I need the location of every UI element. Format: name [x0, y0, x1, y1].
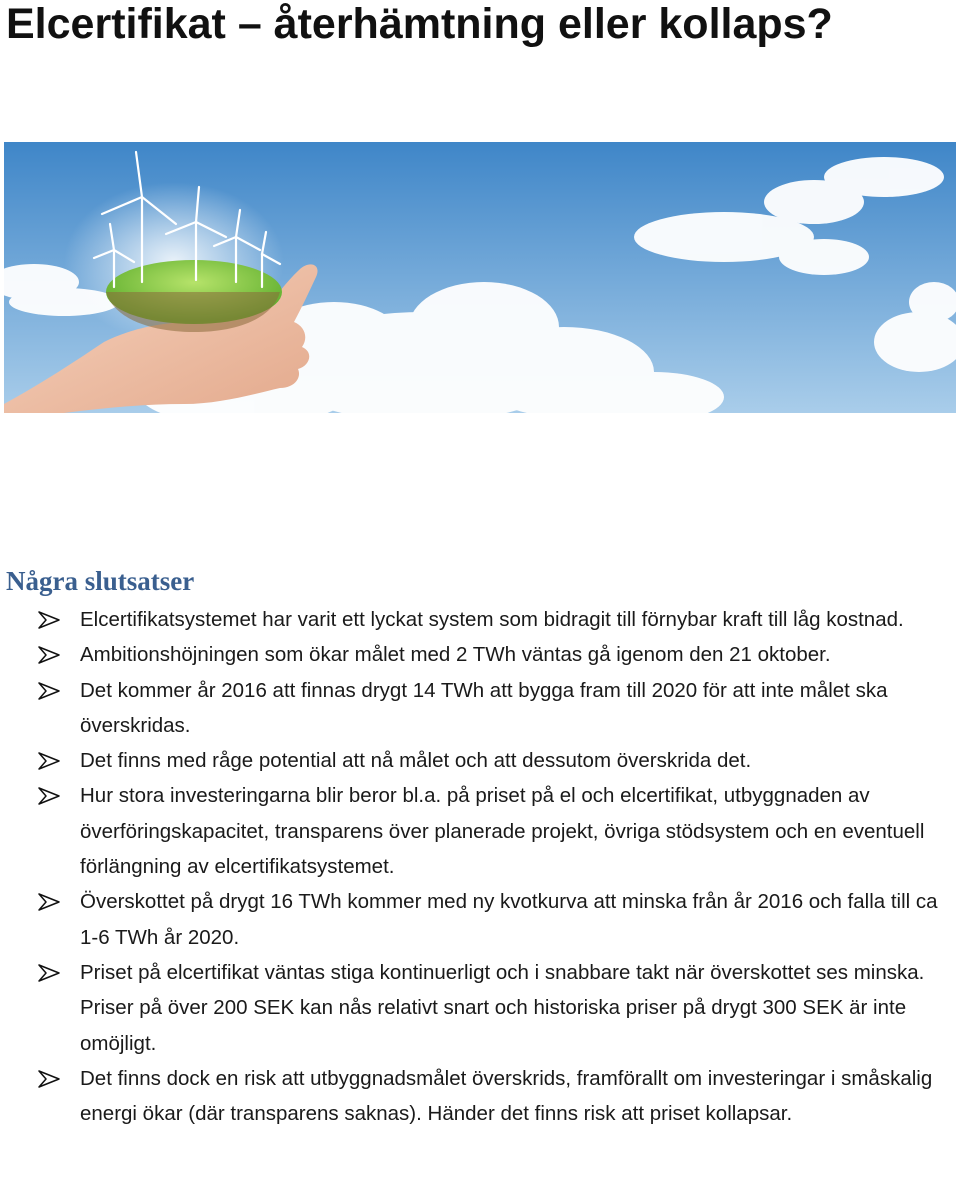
arrowhead-bullet-icon	[38, 611, 60, 629]
list-item	[0, 1061, 960, 1132]
list-item-text: Priset på elcertifikat väntas stiga kontinuerligt och i snabbare takt när överskottet ses minska. Priser på över 200 SEK kan nås relativt snart och historiska priser på drygt 300 SEK är inte omöjligt.	[80, 960, 925, 1055]
arrowhead-bullet-icon	[38, 893, 60, 911]
page-title: Elcertifikat – återhämtning eller kollaps?	[6, 0, 833, 48]
list-item-text: Det kommer år 2016 att finnas drygt 14 TWh att bygga fram till 2020 för att inte målet ska överskridas.	[80, 678, 888, 737]
list-item-text: Det finns dock en risk att utbyggnadsmålet överskrids, framförallt om investeringar i småskalig energi ökar (där transparens saknas). Händer det finns risk att priset kollapsar.	[80, 1066, 933, 1126]
list-item-text: Ambitionshöjningen som ökar målet med 2 TWh väntas gå igenom den 21 oktober.	[80, 643, 831, 667]
list-item	[0, 602, 960, 637]
list-item	[0, 778, 960, 884]
list-item-text: Hur stora investeringarna blir beror bl.a. på priset på el och elcertifikat, utbyggnaden av överföringskapacitet, transparens över planerade projekt, övriga stödsystem och en eventuell förlängning av elcertifikatsystemet.	[80, 784, 925, 879]
arrowhead-bullet-icon	[38, 682, 60, 700]
hand-holding-wind-turbines-image	[4, 142, 956, 413]
arrowhead-bullet-icon	[38, 1070, 60, 1088]
list-item	[0, 955, 960, 1061]
hero-image	[4, 142, 956, 413]
arrowhead-bullet-icon	[38, 787, 60, 805]
list-item	[0, 743, 960, 778]
list-item	[0, 637, 960, 672]
list-item	[0, 673, 960, 744]
list-item	[0, 884, 960, 955]
list-item-text: Överskottet på drygt 16 TWh kommer med ny kvotkurva att minska från år 2016 och falla till ca 1-6 TWh år 2020.	[80, 890, 938, 949]
arrowhead-bullet-icon	[38, 646, 60, 664]
list-item-text: Elcertifikatsystemet har varit ett lyckat system som bidragit till förnybar kraft till låg kostnad.	[80, 608, 904, 631]
conclusions-list	[0, 602, 960, 1131]
arrowhead-bullet-icon	[38, 752, 60, 770]
list-item-text: Det finns med råge potential att nå målet och att dessutom överskrida det.	[80, 749, 752, 773]
arrowhead-bullet-icon	[38, 964, 60, 982]
section-heading: Några slutsatser	[6, 566, 195, 596]
